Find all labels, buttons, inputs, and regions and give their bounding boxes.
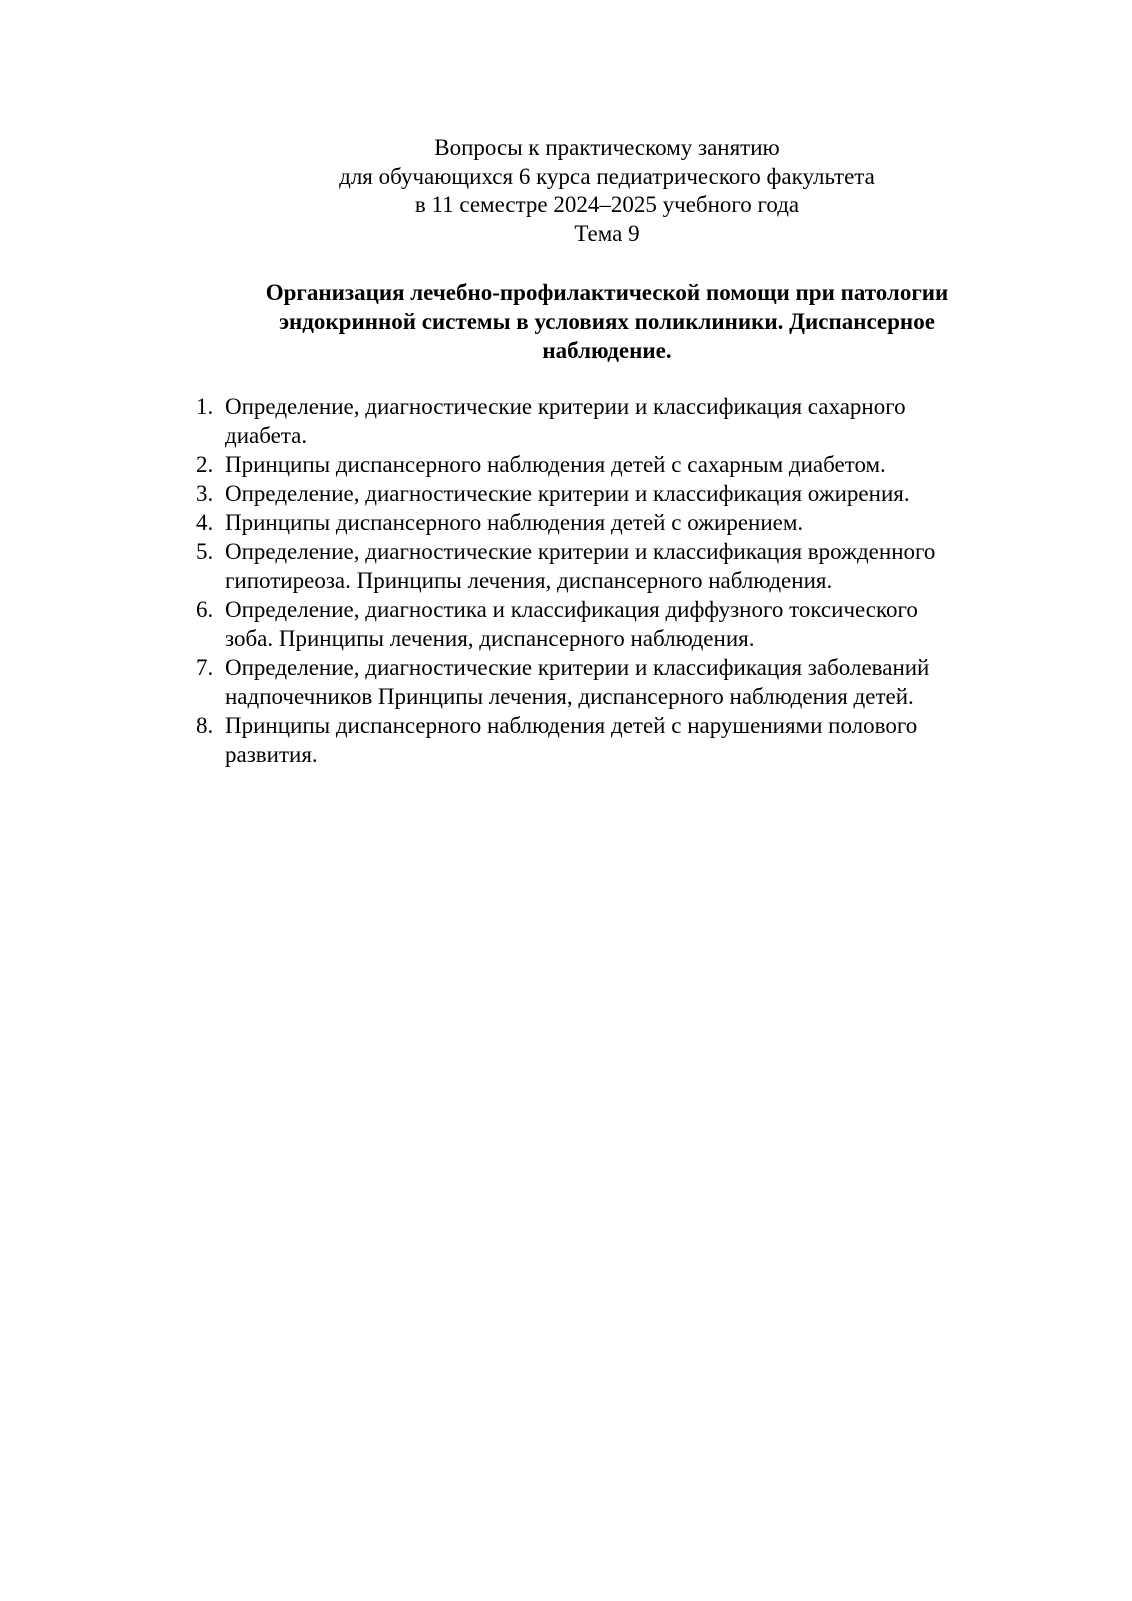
question-number: 1.: [196, 394, 214, 419]
header-line-2: для обучающихся 6 курса педиатрического факультета: [339, 163, 875, 189]
question-text-line: Принципы диспансерного наблюдения детей с сахарным диабетом.: [225, 452, 886, 477]
question-text-line: Определение, диагностические критерии и классификация заболеваний: [225, 655, 930, 680]
question-item: [196, 595, 1026, 653]
question-text-line: развития.: [225, 742, 318, 767]
title-line-3: наблюдение.: [542, 338, 672, 363]
question-item: [196, 392, 1026, 450]
document-header: [190, 134, 1024, 248]
title-line-1: Организация лечебно-профилактической помощи при патологии: [265, 280, 949, 305]
question-text-line: диабета.: [225, 423, 308, 448]
question-item: [196, 508, 1026, 537]
question-number: 8.: [196, 713, 214, 738]
question-text-line: гипотиреоза. Принципы лечения, диспансерного наблюдения.: [225, 568, 833, 593]
question-text-line: Определение, диагностические критерии и классификация врожденного: [225, 539, 936, 564]
title-line-2: эндокринной системы в условиях поликлиники. Диспансерное: [279, 309, 935, 334]
question-item: [196, 711, 1026, 769]
question-text-line: Принципы диспансерного наблюдения детей с ожирением.: [225, 510, 804, 535]
question-item: [196, 537, 1026, 595]
header-topic-number: Тема 9: [574, 220, 640, 246]
question-text-line: надпочечников Принципы лечения, диспансерного наблюдения детей.: [225, 684, 914, 709]
question-item: [196, 450, 1026, 479]
question-item: [196, 479, 1026, 508]
question-text-line: Определение, диагностические критерии и классификация ожирения.: [225, 481, 910, 506]
question-number: 5.: [196, 539, 214, 564]
questions-list: [196, 392, 1026, 769]
question-text-line: Определение, диагностические критерии и классификация сахарного: [225, 394, 906, 419]
question-text-line: зоба. Принципы лечения, диспансерного наблюдения.: [225, 626, 755, 651]
question-text-line: Определение, диагностика и классификация диффузного токсического: [225, 597, 918, 622]
question-item: [196, 653, 1026, 711]
question-number: 7.: [196, 655, 214, 680]
question-number: 4.: [196, 510, 214, 535]
header-line-1: Вопросы к практическому занятию: [434, 135, 780, 160]
question-number: 2.: [196, 452, 214, 477]
question-number: 3.: [196, 481, 214, 506]
question-text-line: Принципы диспансерного наблюдения детей с нарушениями полового: [225, 713, 918, 738]
document-title: [190, 278, 1024, 365]
header-line-3: в 11 семестре 2024–2025 учебного года: [414, 192, 800, 217]
question-number: 6.: [196, 597, 214, 622]
